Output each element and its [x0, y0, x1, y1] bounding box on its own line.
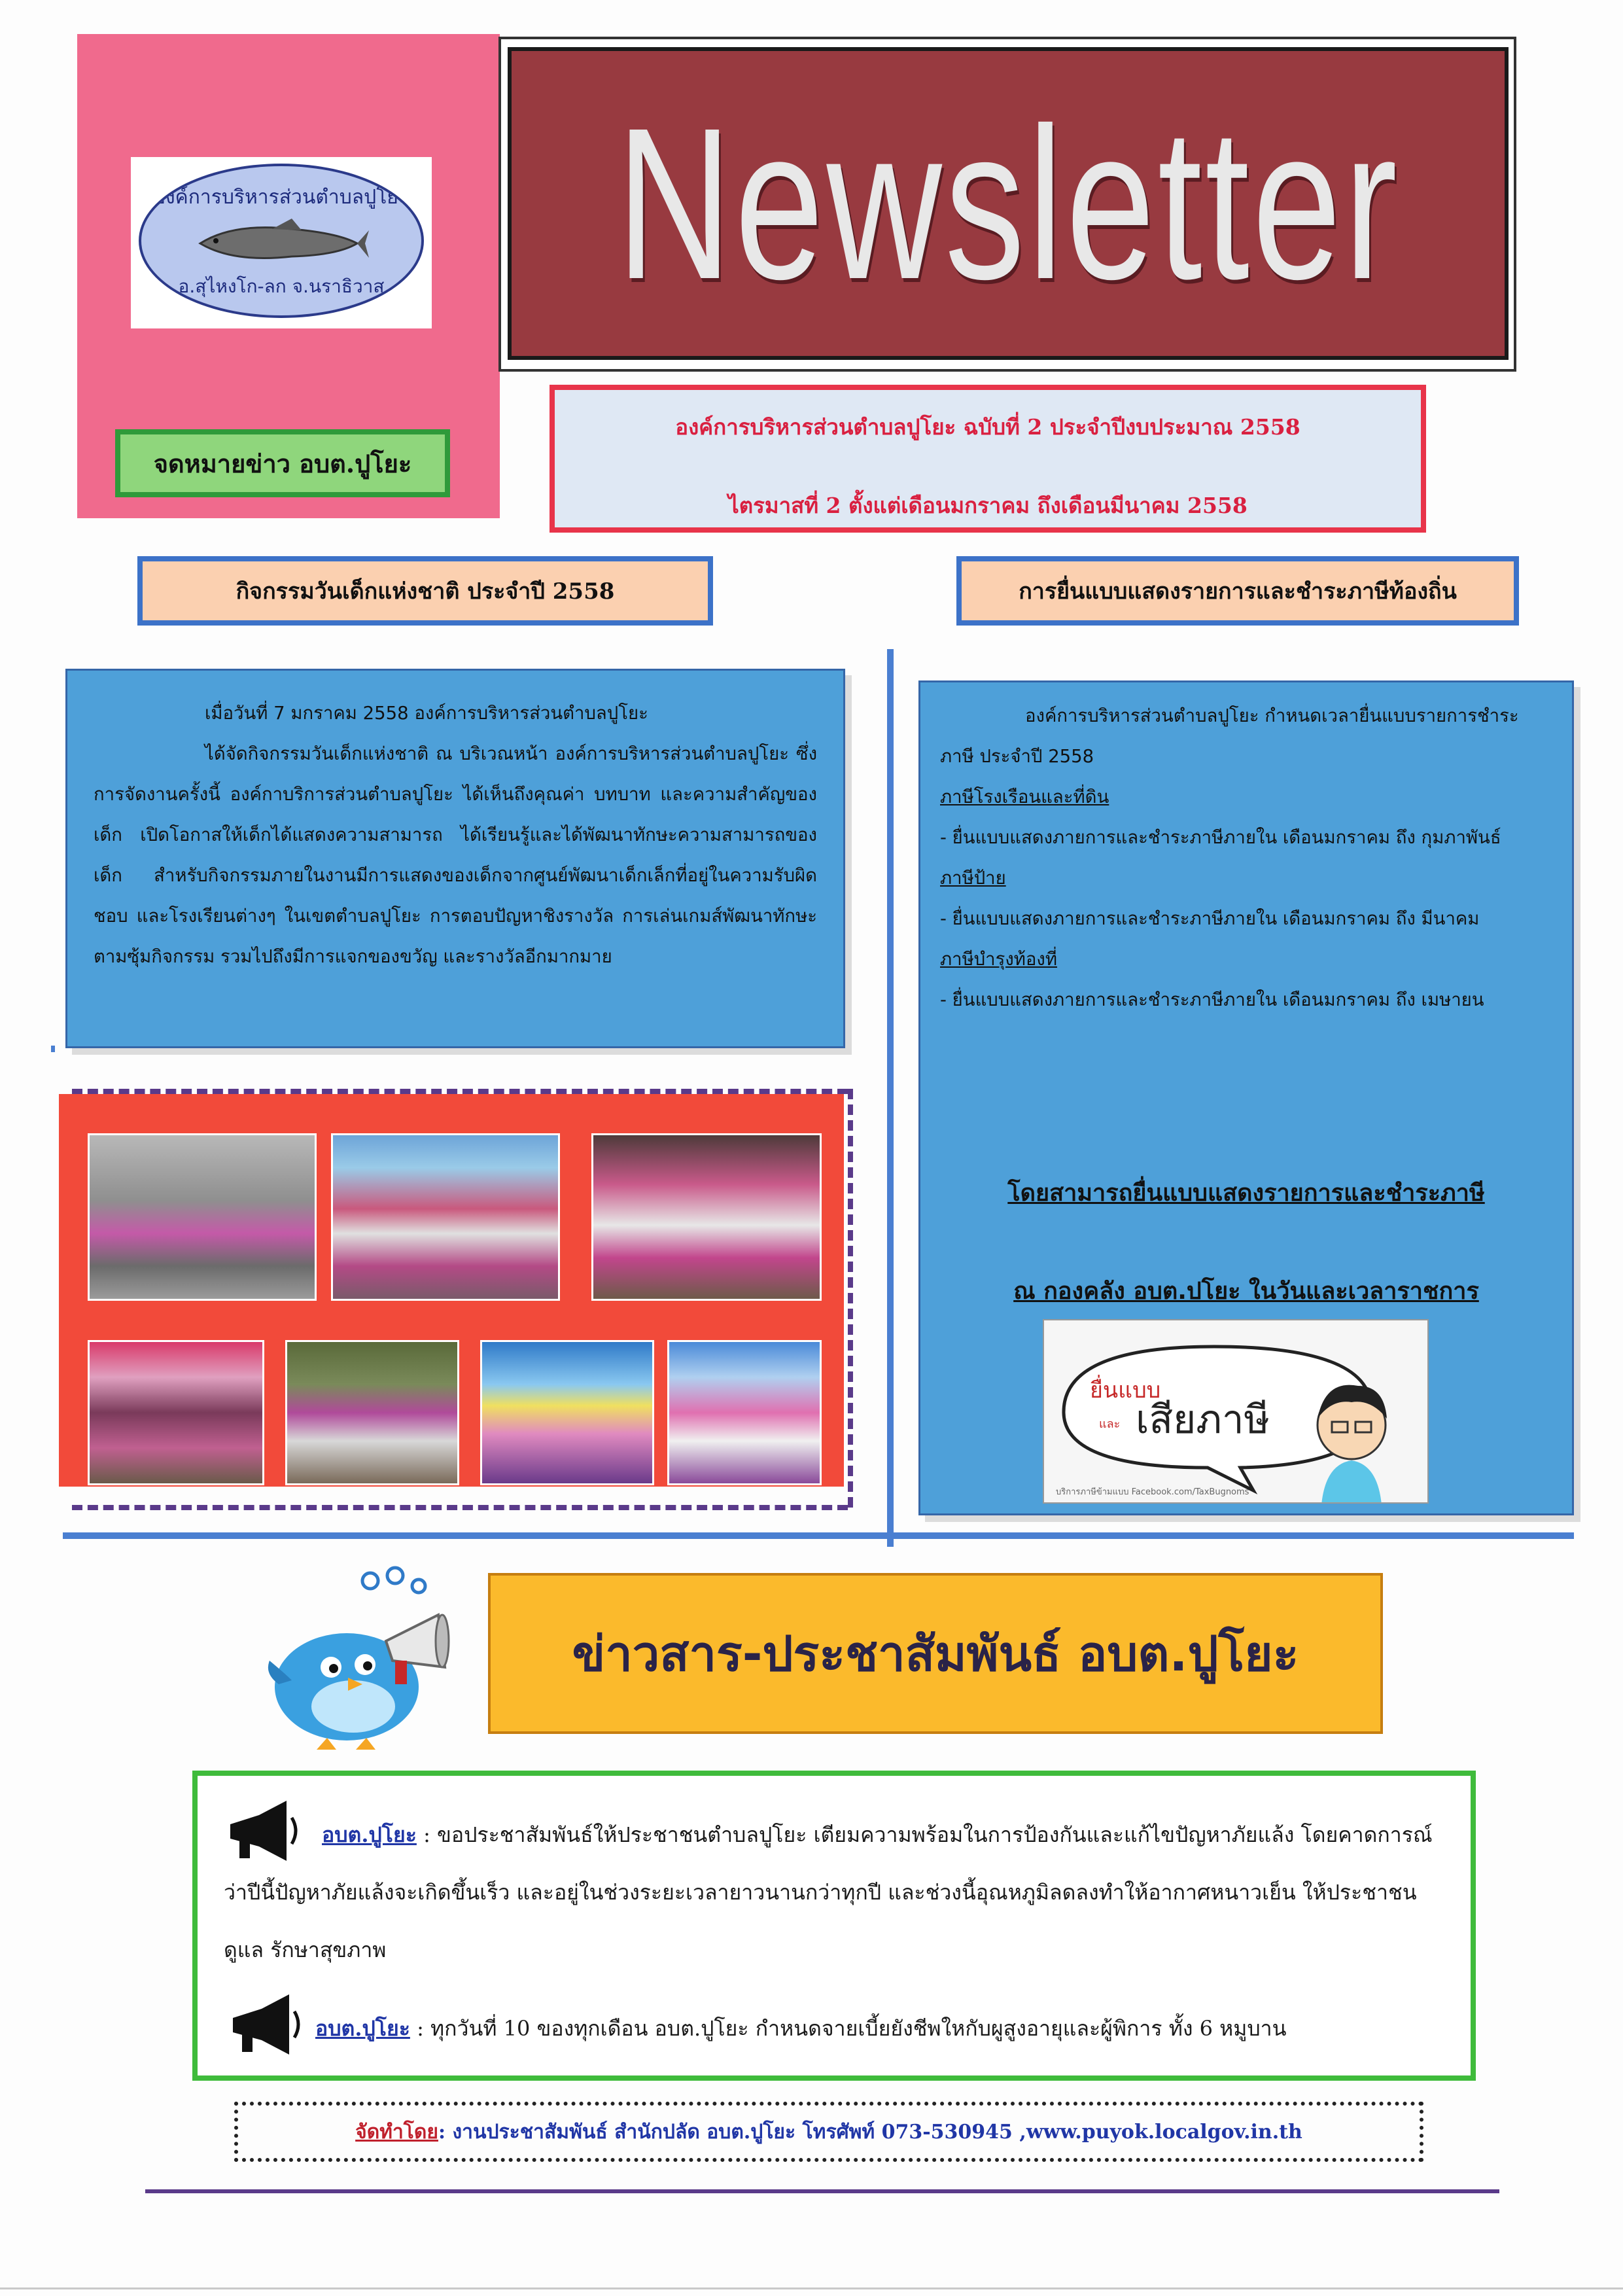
tax-heading: การยื่นแบบแสดงรายการและชำระภาษีท้องถิ่น	[956, 556, 1519, 626]
photo-gifts	[667, 1340, 822, 1485]
pr-banner: ข่าวสาร-ประชาสัมพันธ์ อบต.ปูโยะ	[488, 1573, 1383, 1734]
bubble-and-text: และ	[1099, 1417, 1121, 1431]
bubble-large-text: เสียภาษี	[1136, 1397, 1270, 1443]
divider-fragment	[51, 1046, 55, 1052]
tax-note-line: ณ กองคลัง อบต.ปโยะ ในวันและเวลาราชการ	[1013, 1278, 1479, 1305]
tax-item-heading: ภาษีโรงเรือนและที่ดิน	[940, 786, 1109, 807]
pr-announcements	[192, 1771, 1476, 2081]
newsletter-dept-label: จดหมายข่าว อบต.ปูโยะ	[115, 429, 450, 497]
pr-item-text: : ขอประชาสัมพันธ์ให้ประชาชนตำบลปูโยะ เตียมความพร้อมในการป้องกันและแก้ไขปัญหาภัยแล้ง โดยคาดการณ์ว่าปีนี้ปัญหาภัยแล้งจะเกิดขึ้นเร็ว และอยู่ในช่วงระยะเวลายาวนานกว่าทุกปี และช่วงนี้อุณหภูมิลดลงทำให้อากาศหนาวเย็น ให้ประชาชนดูแล รักษาสุขภาพ	[224, 1822, 1433, 1962]
photo-crowd-2	[591, 1133, 822, 1301]
quarter-line: ไตรมาสที่ 2 ตั้งแต่เดือนมกราคม ถึงเดือนมีนาคม 2558	[728, 493, 1248, 518]
dashed-border	[848, 1089, 853, 1508]
tax-note-line: โดยสามารถยื่นแบบแสดงรายการและชำระภาษี	[1007, 1180, 1485, 1207]
newsletter-banner	[508, 47, 1509, 360]
pr-item	[224, 1806, 1454, 1979]
credit-line	[234, 2102, 1423, 2162]
bird-mascot-icon	[255, 1563, 451, 1752]
bubble-small-text: ยื่นแบบ	[1090, 1377, 1161, 1404]
dashed-border	[72, 1505, 848, 1510]
speech-bubble-graphic	[1044, 1320, 1429, 1504]
photo-bicycles	[88, 1133, 317, 1301]
logo-bottom-text: อ.สุไหงโก-ลก จ.นราธิวาส	[178, 275, 385, 297]
fish-logo-icon	[194, 217, 370, 270]
tax-item-text: - ยื่นแบบแสดงภายการและชำระภาษีภายใน เดือนมกราคม ถึง เมษายน	[940, 989, 1484, 1010]
credit-label: จัดทำโดย	[355, 2120, 438, 2144]
tax-item-heading: ภาษีบำรุงท้องที่	[940, 949, 1057, 970]
org-logo	[139, 164, 424, 318]
section-divider	[63, 1532, 1574, 1539]
issue-info-box	[550, 385, 1426, 533]
kids-day-article	[65, 669, 845, 1048]
banner-title: Newsletter	[616, 82, 1400, 324]
pr-item-label: อบต.ปูโยะ	[315, 2016, 410, 2041]
photo-prize-bike	[285, 1340, 459, 1485]
tax-intro: องค์การบริหารส่วนตำบลปูโยะ กำหนดเวลายื่นแบบรายการชำระภาษี ประจำปี 2558	[940, 705, 1519, 767]
dashed-border	[72, 1089, 848, 1094]
column-divider	[887, 649, 894, 1547]
photo-collage	[59, 1094, 844, 1487]
tax-item-text: - ยื่นแบบแสดงภายการและชำระภาษีภายใน เดือนมกราคม ถึง กุมภาพันธ์	[940, 827, 1501, 848]
kids-paragraph-2: ได้จัดกิจกรรมวันเด็กแห่งชาติ ณ บริเวณหน้า องค์การบริหารส่วนตำบลปูโยะ ซึ่งการจัดงานครั้งนี้ องค์กาบริการส่วนตำบลปูโยะ ได้เห็นถึงคุณค่า บทบาท และความสำคัญของเด็ก เปิดโอกาสให้เด็กได้แสดงความสามารถ ได้เรียนรู้และได้พัฒนาทักษะความสามารถของเด็ก สำหรับกิจกรรมภายในงานมีการแสดงของเด็กจากศูนย์พัฒนาเด็กเล็กที่อยู่ในความรับผิดชอบ และโรงเรียนต่างๆ ในเขตตำบลปูโยะ การตอบปัญหาชิงรางวัล การเล่นเกมส์พัฒนาทักษะตามซุ้มกิจกรรม รวมไปถึงมีการแจกของขวัญ และรางวัลอีกมากมาย	[94, 743, 817, 967]
photo-crowd-1	[331, 1133, 560, 1301]
page-edge-rule	[0, 2287, 1623, 2289]
footer-rule	[145, 2189, 1499, 2193]
kids-paragraph-1: เมื่อวันที่ 7 มกราคม 2558 องค์การบริหารส่วนตำบลปูโยะ	[205, 703, 648, 724]
kids-day-heading: กิจกรรมวันเด็กแห่งชาติ ประจำปี 2558	[137, 556, 713, 626]
megaphone-icon	[226, 1989, 305, 2061]
pay-tax-illustration	[1043, 1319, 1429, 1504]
issue-line: องค์การบริหารส่วนตำบลปูโยะ ฉบับที่ 2 ประจำปีงบประมาณ 2558	[675, 414, 1300, 440]
tax-item-text: - ยื่นแบบแสดงภายการและชำระภาษีภายใน เดือนมกราคม ถึง มีนาคม	[940, 908, 1480, 929]
photo-guests	[88, 1340, 264, 1485]
tax-item-heading: ภาษีป้าย	[940, 868, 1006, 889]
logo-top-text: องค์การบริหารส่วนตำบลปูโยะ	[153, 186, 409, 209]
credit-text: : งานประชาสัมพันธ์ สำนักปลัด อบต.ปูโยะ โทรศัพท์ 073-530945 ,www.puyok.localgov.in.th	[438, 2120, 1302, 2144]
image-caption: บริการภาษีข้ามแบบ Facebook.com/TaxBugnoms	[1056, 1487, 1249, 1497]
pr-item-text: : ทุกวันที่ 10 ของทุกเดือน อบต.ปูโยะ กำหนดจายเบี้ยยังชีพใหกับผูสูงอายุและผู้พิการ ทั้ง 6 หมูบาน	[410, 2016, 1287, 2041]
pr-item-label: อบต.ปูโยะ	[322, 1822, 417, 1847]
pr-item	[315, 2000, 1467, 2057]
photo-stage-show	[480, 1340, 654, 1485]
